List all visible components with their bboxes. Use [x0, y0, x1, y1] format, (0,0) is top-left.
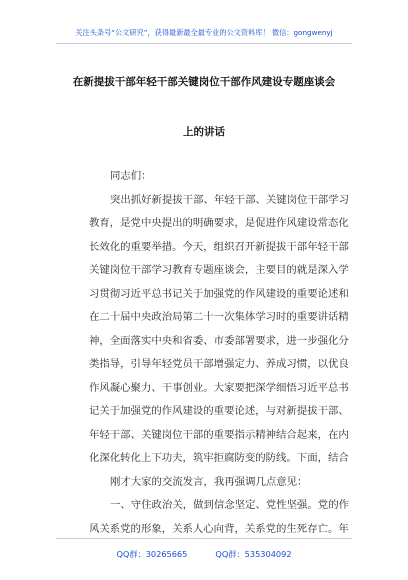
paragraph-line: 习贯彻习近平总书记关于加强党的作风建设的重要论述和 — [89, 287, 349, 300]
paragraph-line: 关键岗位干部学习教育专题座谈会，主要目的就是深入学 — [89, 264, 349, 276]
paragraph-line: 化深化转化上下功夫，筑牢拒腐防变的防线。下面，结合 — [89, 452, 349, 464]
paragraph-line: 突出抓好新提拔干部、年轻干部、关键岗位干部学习 — [110, 193, 349, 206]
page-header-banner: 关注头条号“公文研究”，获得最新最全最专业的公文资料库！ 微信：gongwenyj — [75, 28, 333, 37]
footer-qq-group-2: QQ群：535304092 — [215, 549, 292, 559]
paragraph-line: 一、守住政治关，做到信念坚定、党性坚强。党的作 — [110, 499, 349, 511]
paragraph-line: 教育，是党中央提出的明确要求，是促进作风建设常态化 — [89, 217, 349, 229]
paragraph-line: 神，全面落实中央和省委、市委部署要求，进一步强化分 — [89, 334, 349, 347]
paragraph-line: 风关系党的形象，关系人心向背，关系党的生死存亡。年 — [89, 522, 349, 535]
document-body — [89, 165, 349, 541]
header-divider — [56, 43, 352, 44]
paragraph-line: 类指导，引导年轻党员干部增强定力、养成习惯，以优良 — [89, 358, 349, 370]
footer-qq-group-1: QQ群：30265665 — [116, 549, 188, 559]
page-footer — [0, 549, 408, 560]
salutation: 同志们： — [110, 170, 152, 182]
paragraph-line: 年轻干部、关键岗位干部的重要指示精神结合起来，在内 — [89, 428, 349, 441]
paragraph-line: 长效化的重要举措。今天，组织召开新提拔干部年轻干部 — [89, 240, 349, 253]
paragraph-line: 作风凝心聚力、干事创业。大家要把深学细悟习近平总书 — [89, 381, 349, 394]
paragraph-line: 在二十届中央政治局第二十一次集体学习时的重要讲话精 — [89, 311, 349, 323]
footer-divider — [56, 538, 352, 539]
paragraph-line: 刚才大家的交流发言，我再强调几点意见： — [110, 475, 308, 488]
paragraph-line: 记关于加强党的作风建设的重要论述，与对新提拔干部、 — [89, 405, 349, 417]
document-title-line-1: 在新提拔干部年轻干部关键岗位干部作风建设专题座谈会 — [72, 76, 336, 88]
document-title-line-2: 上的讲话 — [183, 126, 225, 138]
